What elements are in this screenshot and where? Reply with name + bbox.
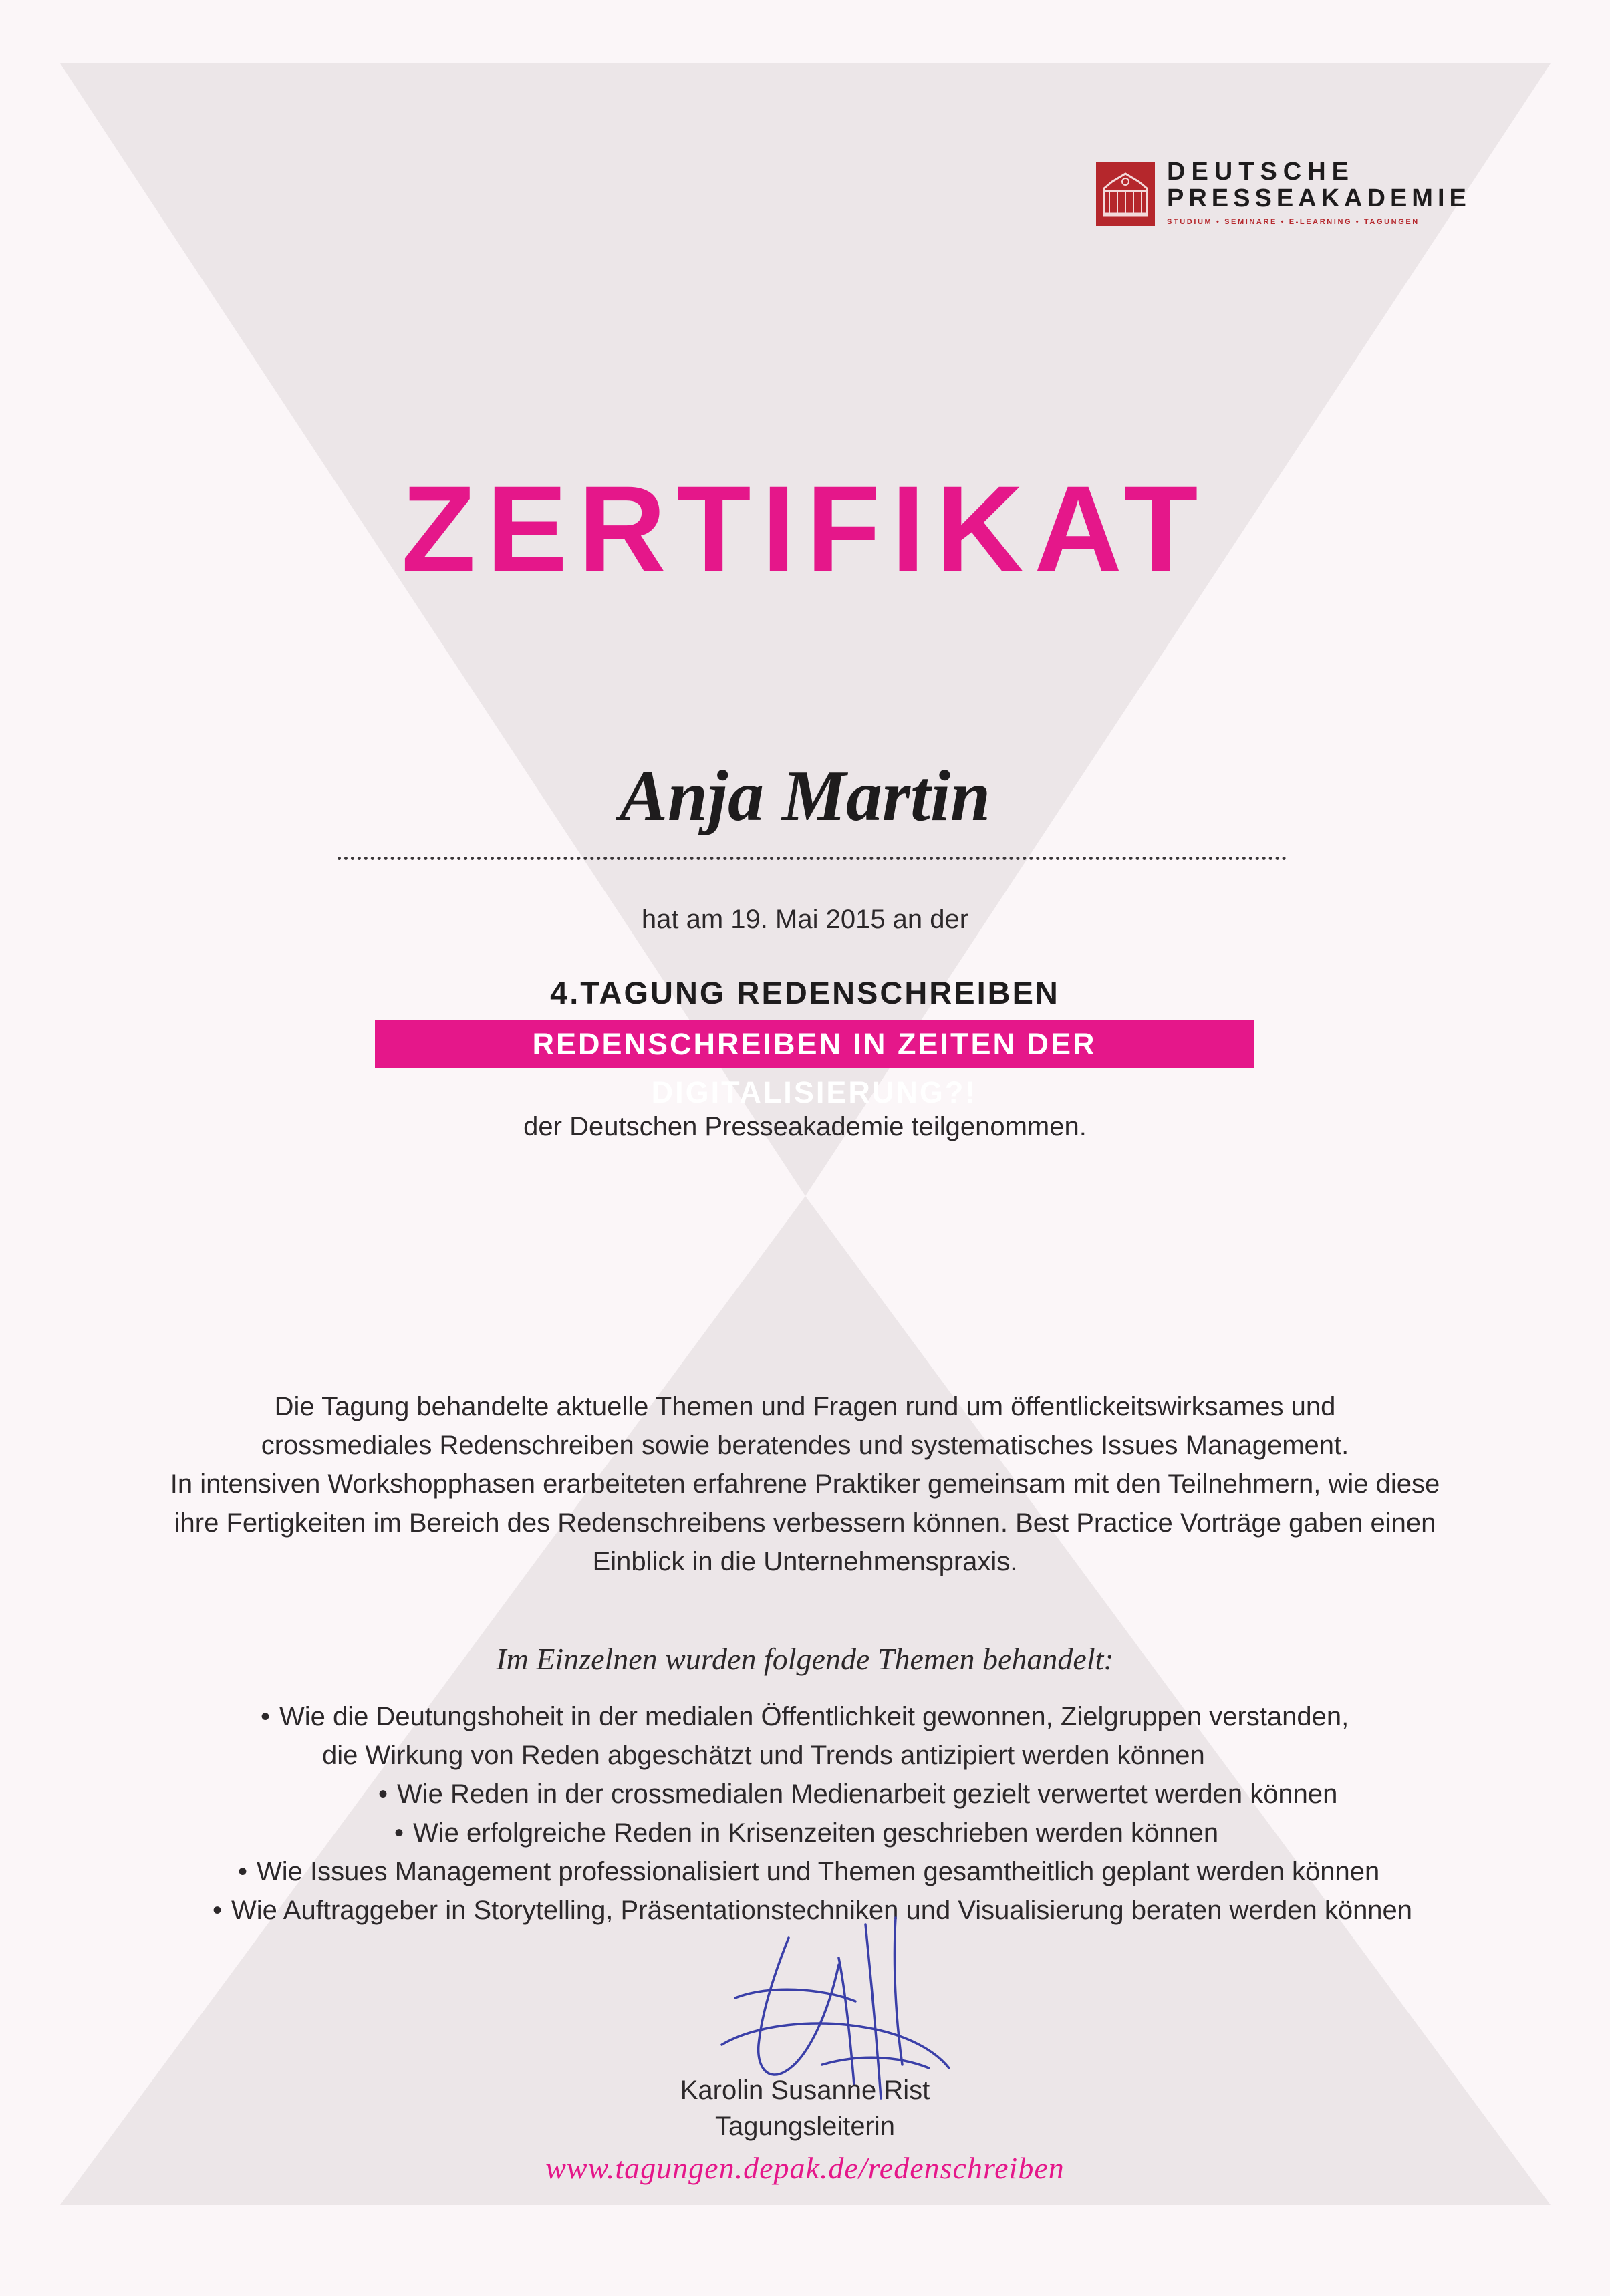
event-title: 4.TAGUNG REDENSCHREIBEN: [550, 975, 1060, 1010]
presseakademie-logo: [1096, 158, 1470, 230]
topic-text: Wie Issues Management professionalisiert und Themen gesamtheitlich geplant werden können: [257, 1857, 1380, 1886]
topic-item: [261, 1697, 1349, 1736]
event-subtitle-banner: REDENSCHREIBEN IN ZEITEN DER DIGITALISIERUNG?!: [375, 1020, 1254, 1068]
bullet-icon: •: [238, 1857, 248, 1886]
website-link[interactable]: www.tagungen.depak.de/redenschreiben: [545, 2151, 1065, 2185]
topic-item: [394, 1814, 1218, 1852]
logo-text-line1: DEUTSCHE: [1167, 158, 1355, 186]
logo-text-line2: PRESSEAKADEMIE: [1167, 184, 1471, 212]
topic-item-continuation: [322, 1736, 1205, 1775]
topic-text: die Wirkung von Reden abgeschätzt und Trends antizipiert werden können: [322, 1741, 1205, 1770]
topics-heading: Im Einzelnen wurden folgende Themen behandelt:: [496, 1642, 1114, 1676]
description-line: Die Tagung behandelte aktuelle Themen und Fragen rund um öffentlickeitswirksames und: [274, 1392, 1336, 1421]
bullet-icon: •: [394, 1818, 404, 1848]
topic-item: [238, 1852, 1379, 1891]
bullet-icon: •: [378, 1779, 388, 1809]
signer-role: Tagungsleiterin: [714, 2112, 896, 2141]
description-line: In intensiven Workshopphasen erarbeiteten erfahrene Praktiker gemeinsam mit den Teilnehmern, wie diese: [170, 1469, 1440, 1499]
description-line: crossmediales Redenschreiben sowie beratendes und systematisches Issues Management.: [261, 1431, 1349, 1460]
topic-text: Wie erfolgreiche Reden in Krisenzeiten geschrieben werden können: [413, 1818, 1219, 1848]
topic-text: Wie Auftraggeber in Storytelling, Präsentationstechniken und Visualisierung beraten werden können: [231, 1896, 1413, 1925]
topic-text: Wie Reden in der crossmedialen Medienarbeit gezielt verwertet werden können: [397, 1779, 1338, 1809]
topic-text: Wie die Deutungshoheit in der medialen Öffentlichkeit gewonnen, Zielgruppen verstanden,: [279, 1702, 1349, 1731]
topic-item: [378, 1775, 1337, 1814]
bullet-icon: •: [261, 1702, 271, 1731]
name-dotted-line: [338, 857, 1287, 860]
building-logo-icon: [1096, 162, 1155, 226]
recipient-name: Anja Martin: [619, 756, 991, 836]
certificate-title: ZERTIFIKAT: [401, 460, 1209, 597]
description-block: [134, 1387, 1476, 1581]
description-line: Einblick in die Unternehmenspraxis.: [592, 1547, 1018, 1576]
logo-tagline: STUDIUM • SEMINARE • E-LEARNING • TAGUNGEN: [1167, 218, 1420, 226]
participation-line: der Deutschen Presseakademie teilgenommen.: [523, 1112, 1087, 1141]
signer-name: Karolin Susanne Rist: [680, 2075, 930, 2105]
date-line: hat am 19. Mai 2015 an der: [641, 905, 969, 934]
description-line: ihre Fertigkeiten im Bereich des Redenschreibens verbessern können. Best Practice Vorträge gaben einen: [174, 1508, 1436, 1538]
bullet-icon: •: [213, 1896, 223, 1925]
